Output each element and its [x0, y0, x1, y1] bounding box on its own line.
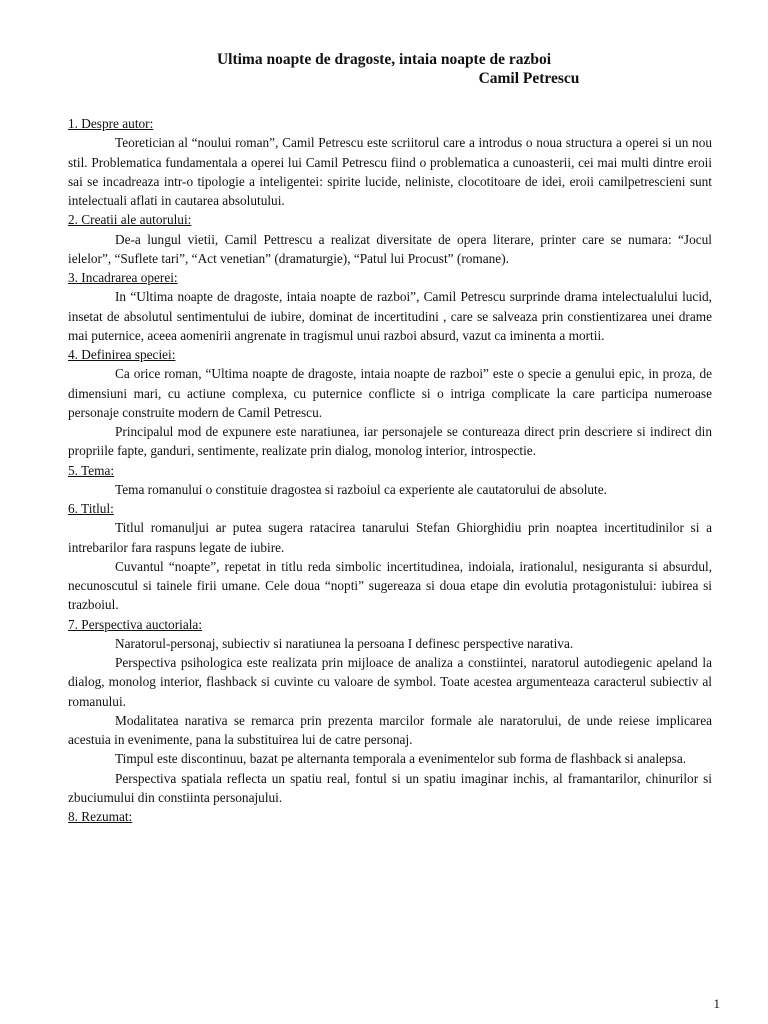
section-paragraph: Ca orice roman, “Ultima noapte de dragoste, intaia noapte de razboi” este o specie a genului epic, in proza, de dimensiuni mari, cu actiune complexa, cu puternice conflicte si o intriga complicate la care participa numeroase personaje construite modern de Camil Petrescu. — [68, 366, 712, 420]
section-paragraph: Naratorul-personaj, subiectiv si naratiunea la persoana I definesc perspective narativa. — [115, 635, 574, 651]
section-heading — [68, 807, 712, 826]
section-heading-text: 5. Tema: — [68, 462, 115, 478]
section-paragraph: Modalitatea narativa se remarca prin prezenta marcilor formale ale naratorului, de unde reiese implicarea acestuia in evenimente, pana la substituirea lui de catre personaj. — [68, 712, 712, 747]
section-heading-text: 7. Perspectiva auctoriala: — [68, 616, 203, 632]
section-heading — [68, 210, 712, 229]
section-paragraph: Cuvantul “noapte”, repetat in titlu reda simbolic incertitudinea, indoiala, irationalul, nesiguranta si absurdul, necunoscutul si tainele firii umane. Cele doua “nopti” sugereaza si doua etape din evolutia protagonistului: iubirea si trazboiul. — [68, 558, 712, 613]
section-paragraph: Teoretician al “noului roman”, Camil Petrescu este scriitorul care a introdus o noua structura a operei si un nou stil. Problematica fundamentala a operei lui Camil Petrescu fiind o problematica a cunoasterii, cei mai multi dintre eroii sai se incadreaza intr-o tipologie a inteligentei: spirite lucide, neliniste, clocotitoare de idei, eroii camilpetrescieni sunt intelectuali aflati in cautarea absolutului. — [68, 135, 712, 208]
section-paragraph: Tema romanului o constituie dragostea si razboiul ca experiente ale cautatorului de absolute. — [115, 481, 607, 497]
section-heading-text: 4. Definirea speciei: — [68, 347, 176, 362]
section-heading-text: 8. Rezumat: — [68, 809, 133, 824]
section-heading — [68, 345, 712, 364]
section-heading — [68, 268, 712, 287]
section-paragraph: Timpul este discontinuu, bazat pe alternanta temporala a evenimentelor sub forma de flashback si analepsa. — [115, 751, 687, 767]
section-paragraph: Principalul mod de expunere este naratiunea, iar personajele se contureaza direct prin descriere si indirect din propriile fapte, ganduri, sentimente, realizate prin dialog, monolog interior, introspectie. — [68, 424, 712, 459]
section-paragraph: In “Ultima noapte de dragoste, intaia noapte de razboi”, Camil Petrescu surprinde drama intelectualului lucid, insetat de absolutul sentimentului de iubire, dominat de incertitudini , care se salveaza prin constientizarea unei drame mai puternice, aceea aomenirii angrenate in tragismul unui razboi absurd, vazut ca iminenta a mortii. — [68, 289, 712, 343]
document-body — [68, 114, 712, 826]
document-author: Camil Petrescu — [478, 70, 580, 87]
section-paragraph: Perspectiva spatiala reflecta un spatiu real, fontul si un spatiu imaginar inchis, al framantarilor, chinurilor si zbuciumului din constiinta personajului. — [68, 770, 712, 805]
section-heading-text: 6. Titlul: — [68, 501, 114, 516]
section-paragraph: Perspectiva psihologica este realizata prin mijloace de analiza a constiintei, naratorul autodiegenic apeland la dialog, monolog interior, flashback si cuvinte cu valoare de symbol. Toate acestea argumenteaza caracterul subiectiv al romanului. — [68, 655, 712, 709]
page-number: 1 — [713, 996, 720, 1011]
section-heading-text: 1. Despre autor: — [68, 116, 154, 131]
document-title: Ultima noapte de dragoste, intaia noapte de razboi — [216, 51, 552, 68]
section-paragraph: Titlul romanuljui ar putea sugera ratacirea tanarului Stefan Ghiorghidiu prin noaptea incertitudinilor si a intrebarilor fara raspuns legate de iubire. — [68, 520, 712, 555]
section-heading — [68, 461, 712, 480]
section-heading — [68, 499, 712, 518]
section-heading — [68, 615, 712, 634]
document-title-block — [0, 50, 768, 88]
section-paragraph: De-a lungul vietii, Camil Pettrescu a realizat diversitate de opera literare, printer care se numara: “Jocul ielelor”, “Suflete tari”, “Act venetian” (dramaturgie), “Patul lui Procust” (romane). — [68, 231, 712, 266]
section-heading-text: 3. Incadrarea operei: — [68, 270, 178, 285]
section-heading — [68, 114, 712, 133]
section-heading-text: 2. Creatii ale autorului: — [68, 212, 192, 228]
